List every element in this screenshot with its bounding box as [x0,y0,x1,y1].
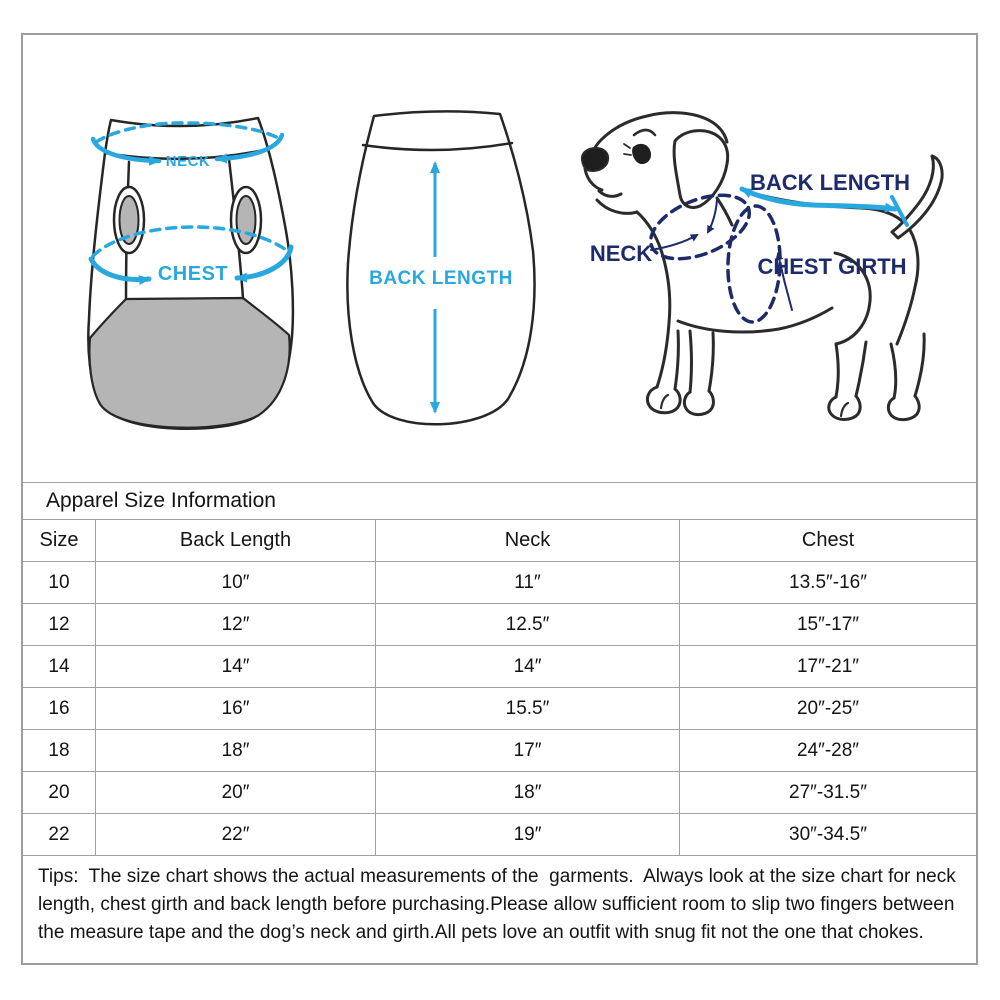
cell-chest: 24″-28″ [679,729,976,771]
back-garment-back-length-label: BACK LENGTH [369,268,513,289]
cell-size: 14 [23,645,95,687]
col-header-back-length: Back Length [95,519,375,561]
cell-size: 12 [23,603,95,645]
cell-chest: 15″-17″ [679,603,976,645]
dog-tail [892,156,942,238]
cell-back-length: 20″ [95,771,375,813]
gray-belly-panel [89,298,289,428]
cell-chest: 20″-25″ [679,687,976,729]
cell-chest: 30″-34.5″ [679,813,976,855]
cell-chest: 13.5″-16″ [679,561,976,603]
dog-nose [582,148,608,171]
dog-neck-label: NECK [589,241,653,266]
size-table [23,519,976,855]
cell-chest: 17″-21″ [679,645,976,687]
cell-neck: 15.5″ [375,687,679,729]
cell-back-length: 10″ [95,561,375,603]
col-header-chest: Chest [679,519,976,561]
cell-back-length: 22″ [95,813,375,855]
outer-frame [21,33,978,965]
cell-back-length: 14″ [95,645,375,687]
measurement-diagrams [23,35,976,482]
cell-back-length: 12″ [95,603,375,645]
dog-eye [632,144,651,164]
col-header-size: Size [23,519,95,561]
dog-back-length-label: BACK LENGTH [749,170,911,195]
cell-back-length: 16″ [95,687,375,729]
cell-size: 16 [23,687,95,729]
cell-size: 18 [23,729,95,771]
cell-chest: 27″-31.5″ [679,771,976,813]
cell-size: 10 [23,561,95,603]
front-garment-chest-label: CHEST [157,263,229,285]
dog-measure-marks [642,182,792,322]
cell-back-length: 18″ [95,729,375,771]
cell-size: 22 [23,813,95,855]
tips-text: Tips: The size chart shows the actual measurements of the garments. Always look at the size chart for neck length, chest girth and back length before purchasing.Please allow sufficient room to slip two fingers between the measure tape and the dog’s neck and girth.All pets love an outfit with snug fit not the one that chokes. [23,855,976,963]
cell-neck: 14″ [375,645,679,687]
col-header-neck: Neck [375,519,679,561]
dog-chest-girth-label: CHEST GIRTH [757,254,907,279]
cell-neck: 18″ [375,771,679,813]
cell-neck: 17″ [375,729,679,771]
cell-neck: 19″ [375,813,679,855]
cell-size: 20 [23,771,95,813]
cell-neck: 12.5″ [375,603,679,645]
table-title: Apparel Size Information [23,482,976,519]
illustration-area [23,35,976,482]
front-garment-neck-label: NECK [165,153,211,170]
cell-neck: 11″ [375,561,679,603]
